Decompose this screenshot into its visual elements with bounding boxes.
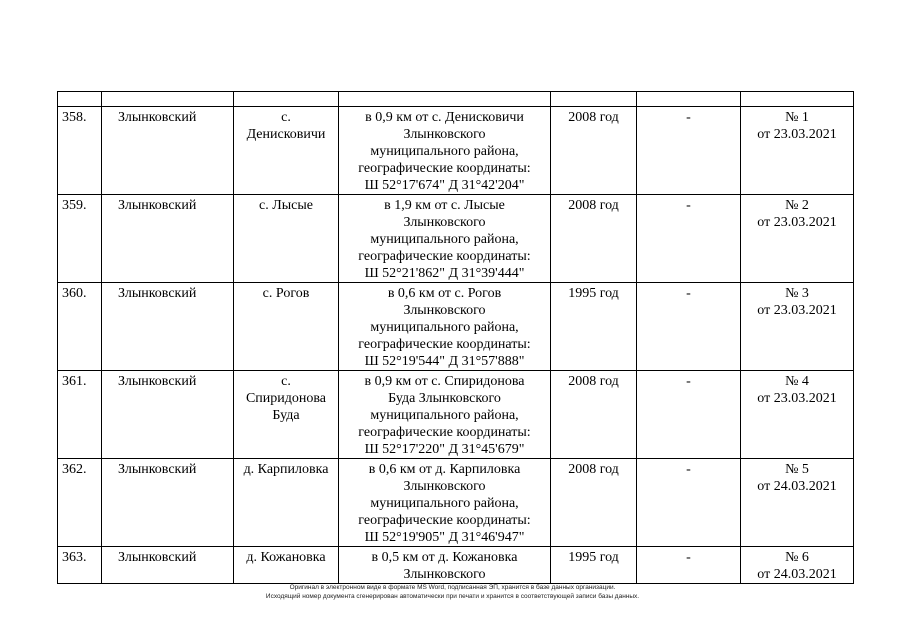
location-cell-line: Злынковского (403, 303, 486, 318)
district-cell: Злынковский (102, 547, 234, 584)
registry-table-body (58, 92, 854, 584)
document-cell-line: № 3 (785, 286, 809, 301)
header-cell (102, 92, 234, 107)
row-number: 358. (58, 107, 102, 195)
location-cell-line: в 0,9 км от с. Спиридонова (364, 374, 525, 389)
location-cell-line: Ш 52°17'674" Д 31°42'204" (364, 178, 525, 193)
location-cell-line: Буда Злынковского (388, 391, 501, 406)
document-cell-line: от 24.03.2021 (757, 479, 837, 494)
dash-cell: - (637, 195, 741, 283)
district-cell: Злынковский (102, 283, 234, 371)
document-cell (741, 195, 854, 283)
document-cell-line: от 23.03.2021 (757, 127, 837, 142)
location-cell-line: географические координаты: (358, 425, 531, 440)
settlement-cell-line: с. (281, 374, 291, 389)
table-row (58, 195, 854, 283)
header-cell (551, 92, 637, 107)
location-cell-line: Злынковского (403, 567, 486, 582)
settlement-cell-line: с. (281, 110, 291, 125)
table-row (58, 547, 854, 584)
year-cell: 2008 год (551, 195, 637, 283)
location-cell-line: Злынковского (403, 479, 486, 494)
document-footer (0, 584, 905, 601)
year-cell: 1995 год (551, 547, 637, 584)
dash-cell: - (637, 459, 741, 547)
table-header-strip (58, 92, 854, 107)
document-cell (741, 459, 854, 547)
registry-table (57, 91, 854, 584)
document-cell-line: № 4 (785, 374, 809, 389)
document-cell-line: № 5 (785, 462, 809, 477)
settlement-cell (234, 107, 339, 195)
dash-cell: - (637, 371, 741, 459)
document-cell-line: от 23.03.2021 (757, 215, 837, 230)
location-cell-line: муниципального района, (370, 144, 519, 159)
district-cell: Злынковский (102, 195, 234, 283)
location-cell-line: Злынковского (403, 215, 486, 230)
year-cell: 2008 год (551, 371, 637, 459)
location-cell-line: географические координаты: (358, 161, 531, 176)
location-cell-line: муниципального района, (370, 320, 519, 335)
dash-cell: - (637, 283, 741, 371)
settlement-cell-line: с. Лысые (259, 198, 313, 213)
document-cell (741, 547, 854, 584)
location-cell (339, 195, 551, 283)
table-row (58, 283, 854, 371)
header-cell (58, 92, 102, 107)
year-cell: 1995 год (551, 283, 637, 371)
location-cell (339, 371, 551, 459)
year-cell: 2008 год (551, 459, 637, 547)
location-cell-line: географические координаты: (358, 337, 531, 352)
document-cell (741, 107, 854, 195)
location-cell-line: муниципального района, (370, 496, 519, 511)
location-cell-line: в 0,5 км от д. Кожановка (371, 550, 518, 565)
footer-line-1: Оригинал в электронном виде в формате MS Word, подписанная ЭП, хранится в базе данных организации. (289, 584, 616, 591)
header-cell (637, 92, 741, 107)
location-cell-line: Злынковского (403, 127, 486, 142)
location-cell-line: Ш 52°17'220" Д 31°45'679" (364, 442, 525, 457)
location-cell-line: географические координаты: (358, 249, 531, 264)
dash-cell: - (637, 547, 741, 584)
location-cell-line: Ш 52°19'905" Д 31°46'947" (364, 530, 525, 545)
document-cell-line: от 23.03.2021 (757, 303, 837, 318)
header-cell (339, 92, 551, 107)
table-row (58, 107, 854, 195)
document-cell (741, 371, 854, 459)
settlement-cell (234, 283, 339, 371)
document-cell-line: от 24.03.2021 (757, 567, 837, 582)
settlement-cell (234, 371, 339, 459)
document-cell-line: № 6 (785, 550, 809, 565)
document-cell-line: от 23.03.2021 (757, 391, 837, 406)
row-number: 360. (58, 283, 102, 371)
settlement-cell-line: с. Рогов (262, 286, 310, 301)
location-cell-line: в 0,9 км от с. Денисковичи (365, 110, 524, 125)
settlement-cell (234, 459, 339, 547)
district-cell: Злынковский (102, 371, 234, 459)
settlement-cell-line: Буда (272, 408, 300, 423)
dash-cell: - (637, 107, 741, 195)
header-cell (234, 92, 339, 107)
document-cell (741, 283, 854, 371)
settlement-cell (234, 547, 339, 584)
location-cell-line: в 1,9 км от с. Лысые (384, 198, 505, 213)
table-row (58, 371, 854, 459)
location-cell-line: в 0,6 км от с. Рогов (387, 286, 502, 301)
location-cell-line: муниципального района, (370, 408, 519, 423)
location-cell (339, 547, 551, 584)
district-cell: Злынковский (102, 107, 234, 195)
header-cell (741, 92, 854, 107)
settlement-cell-line: Денисковичи (246, 127, 326, 142)
row-number: 362. (58, 459, 102, 547)
location-cell (339, 459, 551, 547)
row-number: 359. (58, 195, 102, 283)
settlement-cell (234, 195, 339, 283)
location-cell-line: Ш 52°19'544" Д 31°57'888" (364, 354, 525, 369)
table-row (58, 459, 854, 547)
location-cell-line: Ш 52°21'862" Д 31°39'444" (364, 266, 525, 281)
location-cell-line: муниципального района, (370, 232, 519, 247)
row-number: 363. (58, 547, 102, 584)
footer-line-2: Исходящий номер документа сгенерирован автоматически при печати и хранится в соответствующей записи базы данных. (265, 592, 640, 600)
location-cell-line: в 0,6 км от д. Карпиловка (368, 462, 521, 477)
document-cell-line: № 1 (785, 110, 809, 125)
location-cell-line: географические координаты: (358, 513, 531, 528)
year-cell: 2008 год (551, 107, 637, 195)
location-cell (339, 283, 551, 371)
settlement-cell-line: Спиридонова (245, 391, 327, 406)
district-cell: Злынковский (102, 459, 234, 547)
row-number: 361. (58, 371, 102, 459)
location-cell (339, 107, 551, 195)
settlement-cell-line: д. Кожановка (246, 550, 326, 565)
settlement-cell-line: д. Карпиловка (243, 462, 329, 477)
document-cell-line: № 2 (785, 198, 809, 213)
